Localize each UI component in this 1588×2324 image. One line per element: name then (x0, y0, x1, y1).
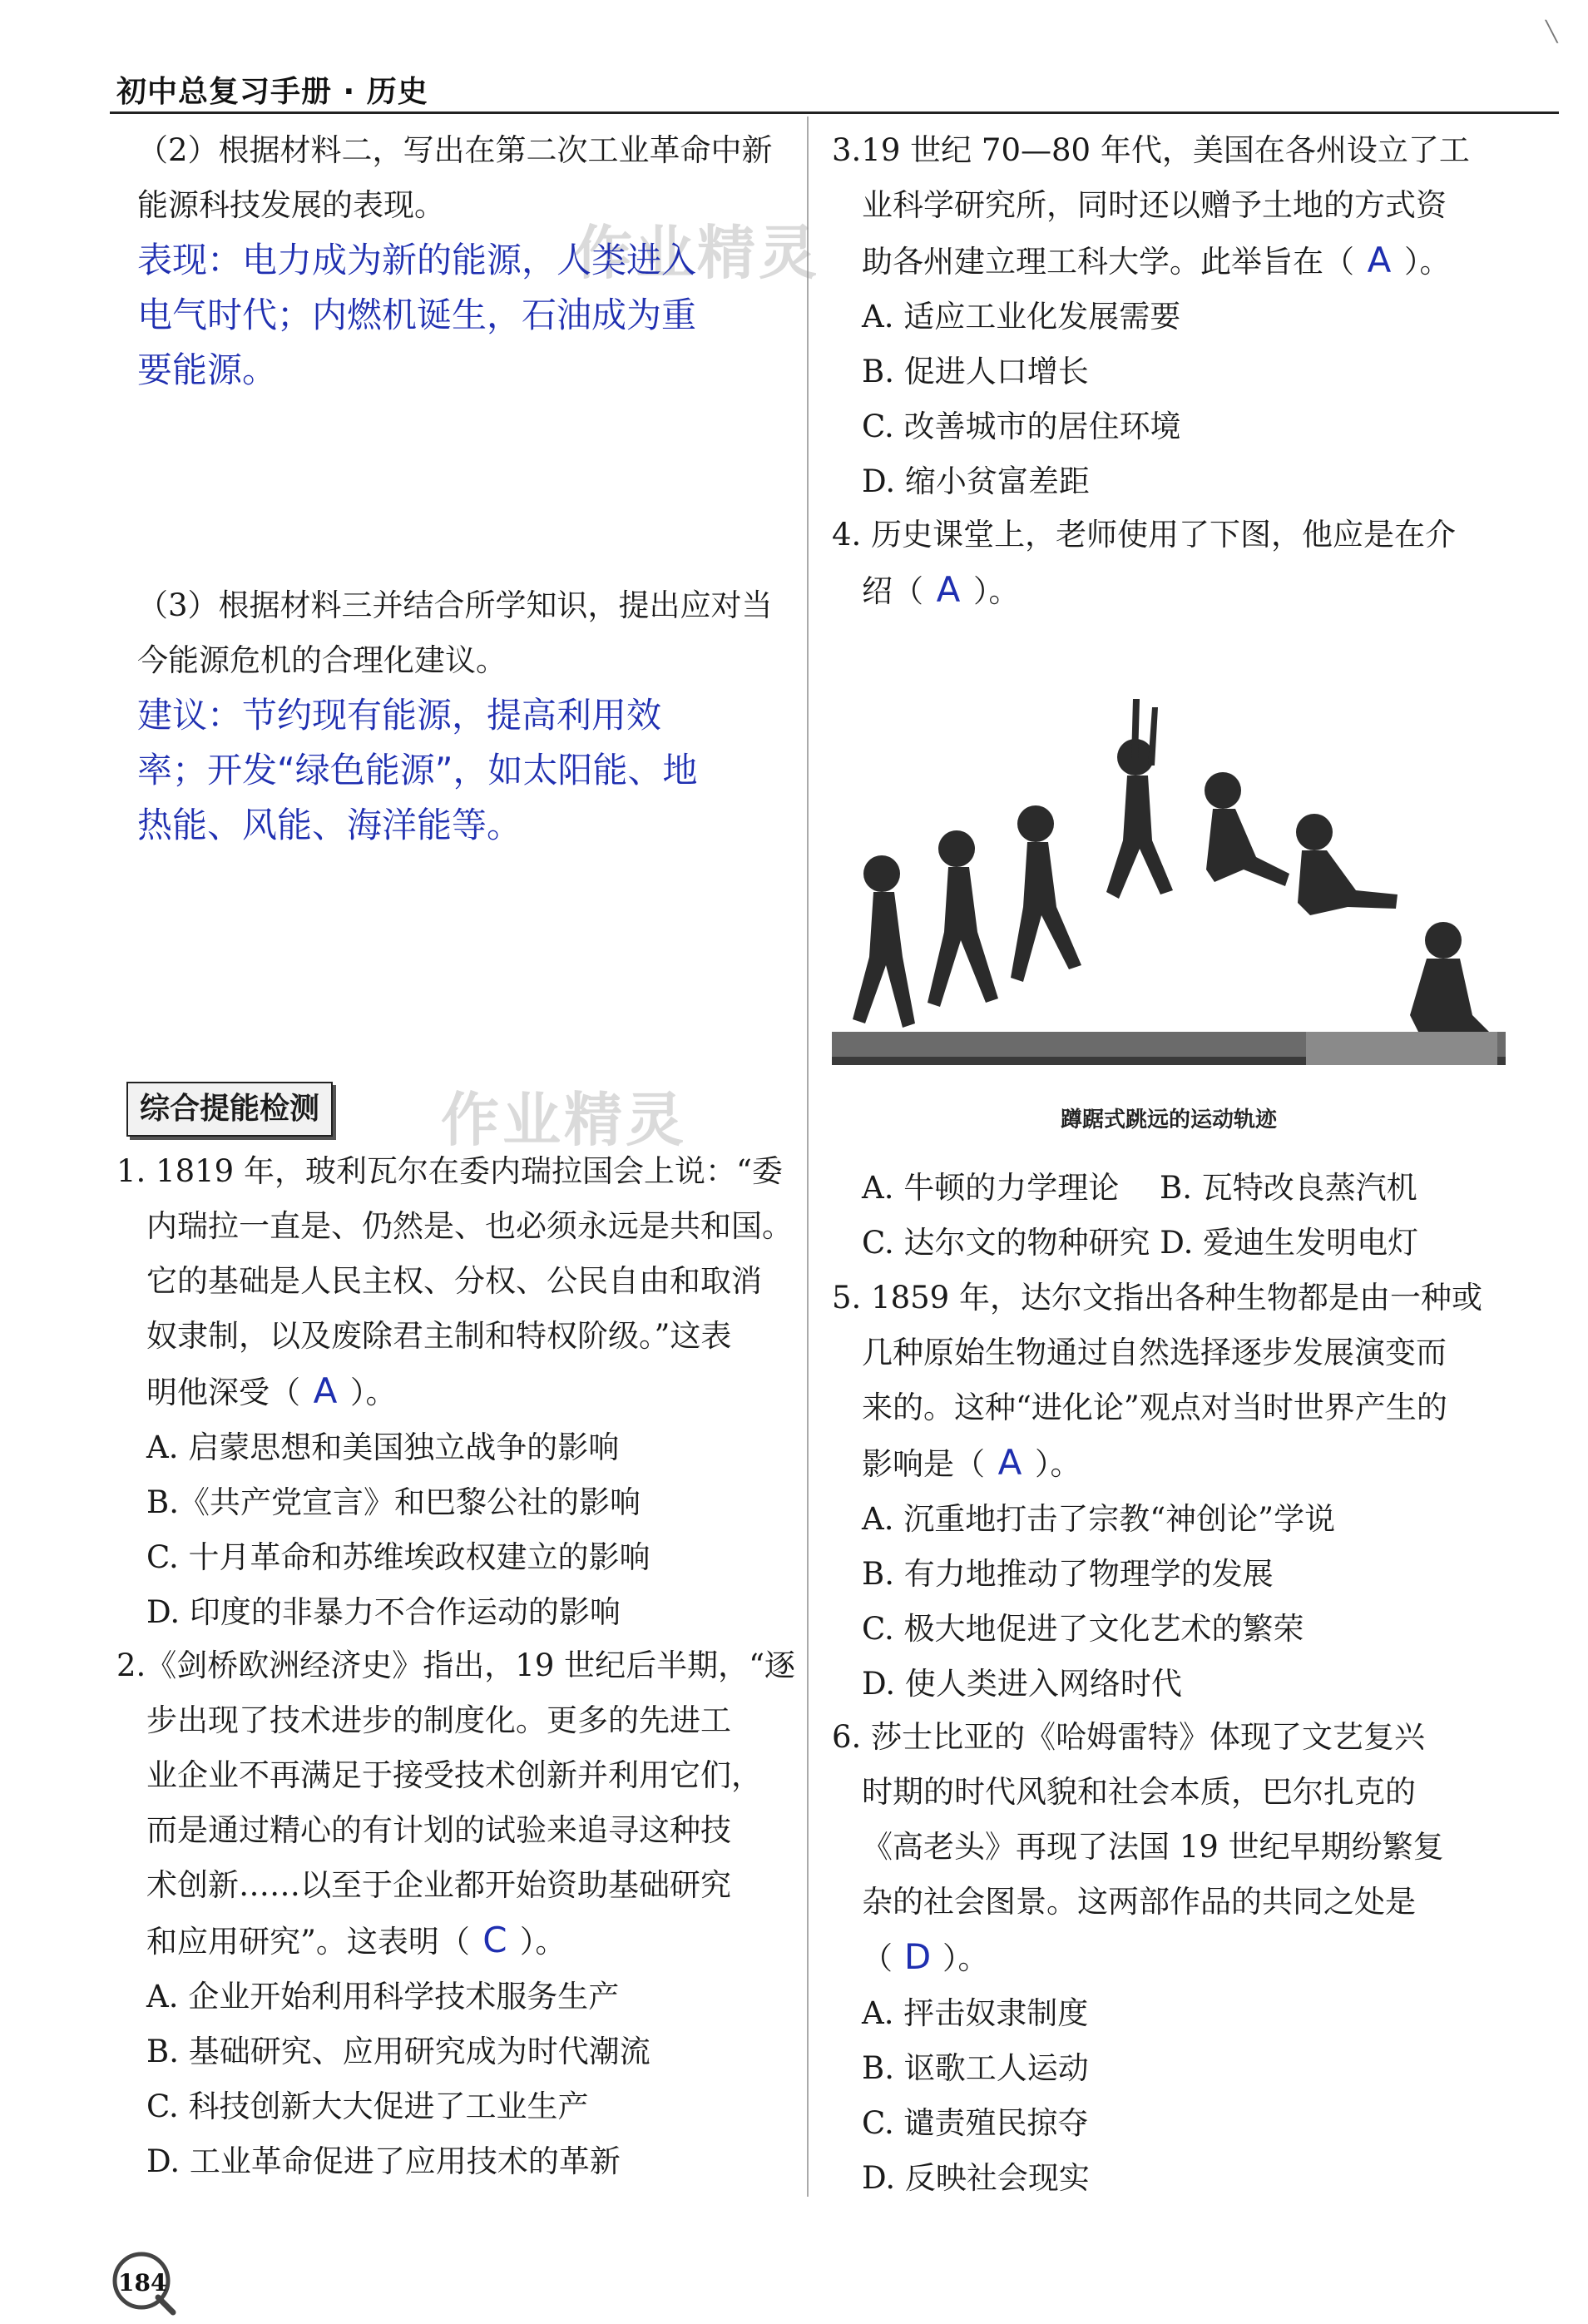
mc3-option-c: C. 改善城市的居住环境 (862, 409, 1181, 444)
mc5-option-c: C. 极大地促进了文化艺术的繁荣 (862, 1611, 1304, 1647)
mc3-line-3 (832, 233, 1470, 290)
mc6-option-c: C. 谴责殖民掠夺 (862, 2105, 1089, 2141)
jumper-6-body (1298, 850, 1398, 915)
mc1-option-d: D. 印度的非暴力不合作运动的影响 (146, 1594, 621, 1630)
mc4-answer: A (936, 569, 961, 610)
mc1-line-2: 内瑞拉一直是、仍然是、也必须永远是共和国。 (146, 1208, 793, 1244)
q2-line-2: 能源科技发展的表现。 (137, 187, 445, 223)
mc2-line-1: 2.《剑桥欧洲经济史》指出，19 世纪后半期，“逐 (116, 1648, 796, 1683)
mc5-line-1: 5. 1859 年，达尔文指出各种生物都是由一种或 (832, 1280, 1482, 1316)
mc5-line-4 (832, 1435, 1482, 1492)
mc6-option-b: B. 讴歌工人运动 (862, 2050, 1089, 2086)
mc3-stem-end: 助各州建立理工科大学。此举旨在（ (862, 244, 1354, 280)
mc1-option-a: A. 启蒙思想和美国独立战争的影响 (146, 1430, 620, 1465)
q3-line-1: （3）根据材料三并结合所学知识，提出应对当 (137, 587, 773, 623)
mc3-option-a: A. 适应工业化发展需要 (862, 299, 1181, 334)
section-title: 综合提能检测 (126, 1082, 333, 1137)
q3-line-2: 今能源危机的合理化建议。 (137, 642, 507, 678)
watermark-mid: 作业精灵 (441, 1086, 687, 1154)
q3-answer-line-1: 建议：节约现有能源，提高利用效 (137, 695, 662, 736)
mc2-option-c: C. 科技创新大大促进了工业生产 (146, 2089, 589, 2124)
mc5-option-a: A. 沉重地打击了宗教“神创论”学说 (862, 1501, 1336, 1537)
mc2-line-4: 而是通过精心的有计划的试验来追寻这种技 (146, 1812, 731, 1848)
q3-answer-line-2: 率；开发“绿色能源”，如太阳能、地 (137, 750, 698, 790)
header-divider (110, 111, 1559, 114)
mc6-line-1: 6. 莎士比亚的《哈姆雷特》体现了文艺复兴 (832, 1719, 1426, 1755)
jumper-4-body (1106, 775, 1173, 899)
mc3-line-2: 业科学研究所，同时还以赠予土地的方式资 (862, 187, 1447, 223)
mc1-option-c: C. 十月革命和苏维埃政权建立的影响 (146, 1539, 651, 1575)
mc5-stem-end: 影响是（ (862, 1446, 985, 1482)
mc1-answer: A (313, 1370, 338, 1411)
figure-caption: 蹲踞式跳远的运动轨迹 (1060, 1107, 1277, 1132)
mc4-line-2 (832, 562, 1456, 619)
mc1-option-b: B.《共产党宣言》和巴黎公社的影响 (146, 1484, 641, 1520)
mc1-line-3: 它的基础是人民主权、分权、公民自由和取消 (146, 1263, 762, 1299)
q2-answer-line-3: 要能源。 (137, 349, 278, 390)
mc5-option-b: B. 有力地推动了物理学的发展 (862, 1556, 1274, 1592)
jumper-5-head (1205, 772, 1241, 809)
mc5-option-d: D. 使人类进入网络时代 (862, 1666, 1182, 1702)
mc3-line-1: 3.19 世纪 70—80 年代，美国在各州设立了工 (832, 132, 1470, 168)
question-6 (832, 1710, 1444, 2206)
corner-mark: ╲ (1546, 20, 1558, 43)
jumper-7-head (1425, 922, 1462, 959)
question-3 (832, 123, 1470, 509)
jumper-6-head (1296, 814, 1333, 850)
book-title: 初中总复习手册 · 历史 (116, 75, 428, 109)
mc5-line-3: 来的。这种“进化论”观点对当时世界产生的 (862, 1390, 1447, 1425)
long-jump-photo (824, 666, 1514, 1082)
mc6-stem-close: ）。 (942, 1940, 989, 1976)
jumper-1-body (853, 892, 915, 1028)
q2-answer-line-1: 表现：电力成为新的能源，人类进入 (137, 240, 697, 280)
mc4-line-1: 4. 历史课堂上，老师使用了下图，他应是在介 (832, 517, 1457, 553)
mc6-line-2: 时期的时代风貌和社会本质，巴尔扎克的 (862, 1774, 1416, 1810)
mc6-option-a: A. 抨击奴隶制度 (862, 1995, 1089, 2031)
question-4-options (832, 1161, 1418, 1271)
mc1-stem-end: 明他深受（ (146, 1375, 300, 1410)
jumper-sequence (853, 699, 1489, 1032)
mc2-answer: C (482, 1920, 507, 1960)
q2-line-1: （2）根据材料二，写出在第二次工业革命中新 (137, 132, 773, 168)
jumper-3-head (1017, 805, 1054, 842)
mc1-line-1: 1. 1819 年，玻利瓦尔在委内瑞拉国会上说：“委 (116, 1153, 783, 1189)
mc1-stem-close: ）。 (350, 1375, 397, 1410)
question-3-subpart (137, 578, 773, 853)
jumper-2-body (928, 867, 998, 1007)
mc4-option-cd: C. 达尔文的物种研究 D. 爱迪生发明电灯 (862, 1225, 1419, 1261)
mc5-line-2: 几种原始生物通过自然选择逐步发展演变而 (862, 1335, 1447, 1370)
q2-answer-line-2: 电气时代；内燃机诞生，石油成为重 (137, 295, 697, 335)
watermark-top: 作业精灵 (574, 219, 820, 287)
mc5-answer: A (997, 1442, 1022, 1483)
question-2-subpart (137, 123, 773, 398)
question-2 (116, 1638, 795, 2189)
mc3-answer: A (1367, 240, 1392, 280)
mc2-line-6 (116, 1913, 795, 1970)
mc4-stem-close: ）。 (973, 573, 1020, 609)
mc6-line-4: 杂的社会图景。这两部作品的共同之处是 (862, 1884, 1416, 1920)
mc6-answer: D (903, 1936, 932, 1977)
mc2-line-5: 术创新……以至于企业都开始资助基础研究 (146, 1867, 731, 1903)
mc4-stem-end: 绍（ (862, 573, 923, 609)
mc1-line-5 (116, 1364, 793, 1420)
jumper-5-body (1206, 809, 1289, 886)
mc3-stem-close: ）。 (1404, 244, 1451, 280)
jumper-1-head (863, 855, 900, 892)
q3-answer-line-3: 热能、风能、海洋能等。 (137, 805, 522, 845)
mc2-stem-close: ）。 (519, 1924, 566, 1960)
mc2-line-3: 业企业不再满足于接受技术创新并利用它们， (146, 1757, 762, 1793)
column-divider (807, 116, 809, 2197)
mc2-option-b: B. 基础研究、应用研究成为时代潮流 (146, 2034, 651, 2069)
mc6-line-3: 《高老头》再现了法国 19 世纪早期纷繁复 (862, 1829, 1444, 1865)
sand-pit (1306, 1032, 1497, 1065)
mc6-stem-end: （ (862, 1940, 893, 1976)
mc1-line-4: 奴隶制，以及废除君主制和特权阶级。”这表 (146, 1318, 732, 1354)
mc4-option-ab: A. 牛顿的力学理论 B. 瓦特改良蒸汽机 (862, 1170, 1417, 1206)
question-5 (832, 1271, 1482, 1712)
mc5-stem-close: ）。 (1035, 1446, 1081, 1482)
mc6-option-d: D. 反映社会现实 (862, 2160, 1090, 2196)
page-number: 184 (118, 2269, 167, 2297)
jumper-3-body (1011, 842, 1081, 982)
mc3-option-d: D. 缩小贫富差距 (862, 463, 1090, 499)
mc6-line-5 (832, 1930, 1444, 1986)
mc2-stem-end: 和应用研究”。这表明（ (146, 1924, 470, 1960)
mc3-option-b: B. 促进人口增长 (862, 354, 1089, 389)
mc2-line-2: 步出现了技术进步的制度化。更多的先进工 (146, 1702, 731, 1738)
mc2-option-a: A. 企业开始利用科学技术服务生产 (146, 1979, 620, 2014)
jumper-2-head (938, 830, 975, 867)
jumper-7-body (1410, 959, 1489, 1032)
question-1 (116, 1144, 793, 1640)
mc2-option-d: D. 工业革命促进了应用技术的革新 (146, 2143, 621, 2179)
question-4 (832, 508, 1456, 619)
